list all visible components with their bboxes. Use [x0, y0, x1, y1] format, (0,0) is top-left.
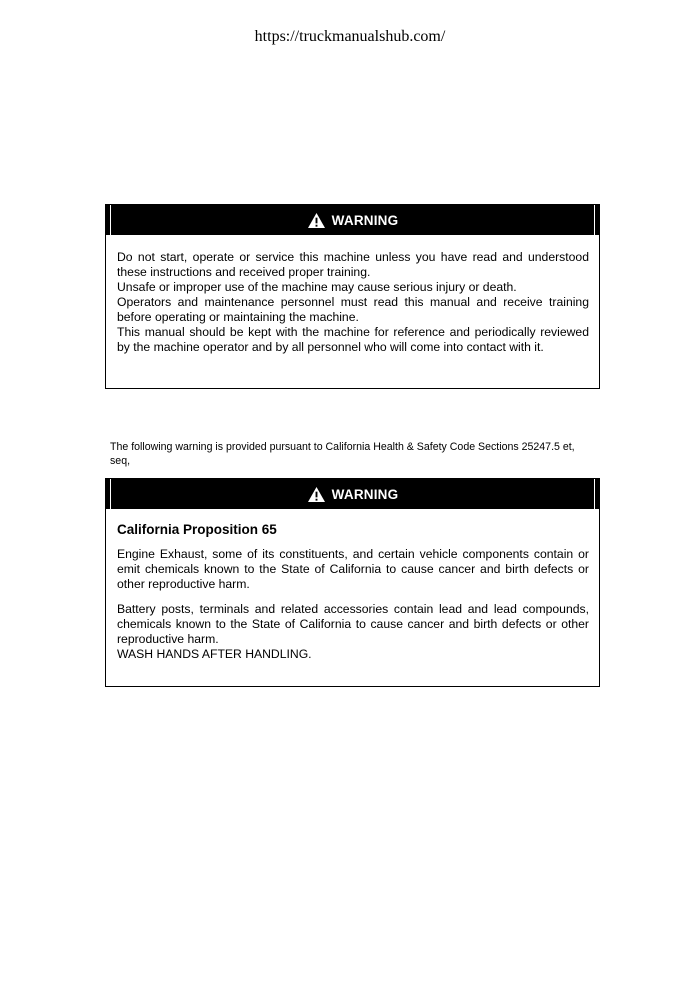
- prop65-paragraph-battery: Battery posts, terminals and related accessories contain lead and lead compounds, chemicals known to the State of California to cause cancer and birth defects or other reproductive harm.: [117, 602, 589, 646]
- warning-triangle-icon: [307, 486, 326, 503]
- warning-box-prop65: [105, 478, 600, 687]
- site-url[interactable]: https://truckmanualshub.com/: [254, 28, 446, 45]
- prop65-wash-hands: WASH HANDS AFTER HANDLING.: [117, 647, 312, 661]
- prop65-paragraph-exhaust: Engine Exhaust, some of its constituents, and certain vehicle components contain or emit chemicals known to the State of California to cause cancer and birth defects or other reproductive harm.: [117, 547, 589, 591]
- warning-body: [106, 509, 599, 676]
- warning-title: WARNING: [331, 486, 399, 502]
- warning-body: [106, 235, 599, 369]
- warning-line: Operators and maintenance personnel must read this manual and receive training before operating or maintaining the machine.: [117, 295, 589, 324]
- prop65-heading: California Proposition 65: [117, 522, 277, 537]
- warning-title: WARNING: [331, 212, 399, 228]
- warning-header: [106, 479, 599, 509]
- warning-line: Do not start, operate or service this machine unless you have read and understood these instructions and received proper training.: [117, 250, 589, 279]
- warning-box-training: [105, 204, 600, 389]
- warning-line: Unsafe or improper use of the machine may cause serious injury or death.: [117, 280, 517, 294]
- warning-line: This manual should be kept with the machine for reference and periodically reviewed by the machine operator and by all personnel who will come into contact with it.: [117, 325, 589, 354]
- warning-triangle-icon: [307, 212, 326, 229]
- pursuant-note: The following warning is provided pursuant to California Health & Safety Code Sections 25247.5 et, seq,: [110, 441, 575, 467]
- warning-header: [106, 205, 599, 235]
